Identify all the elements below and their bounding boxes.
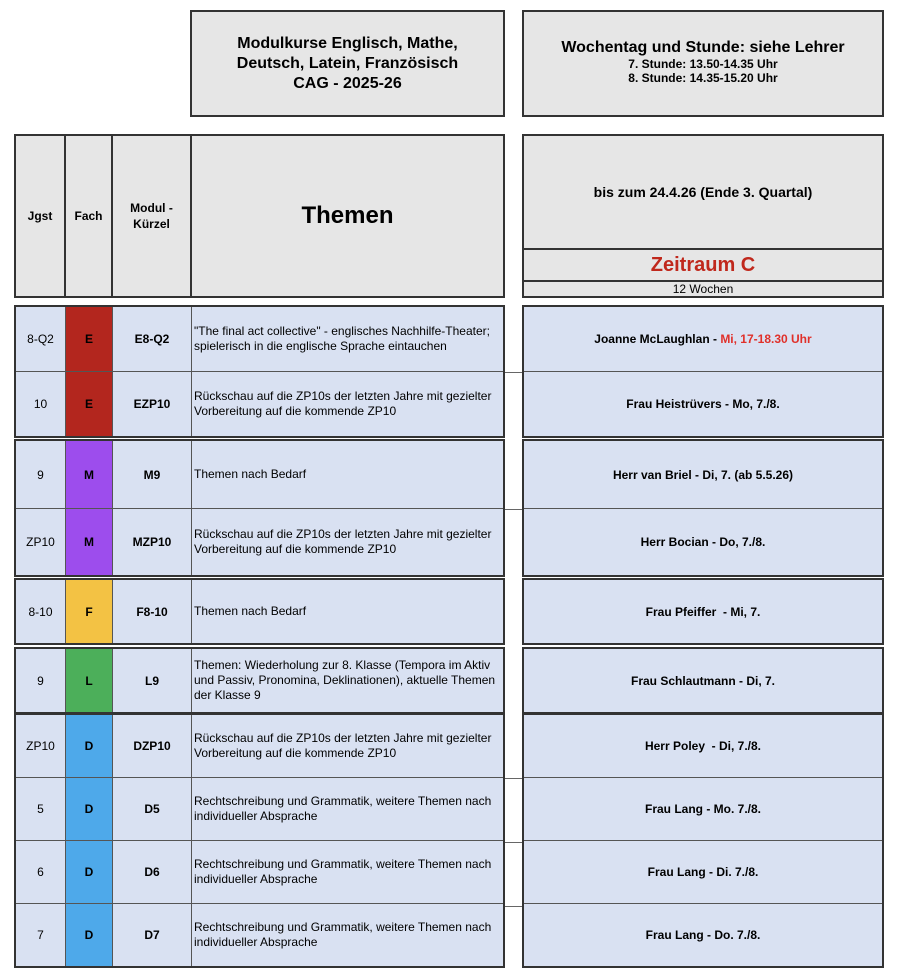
themen-line: und Passiv, Pronomina, Deklinationen), aktuelle Themen	[194, 673, 496, 687]
period-header	[522, 134, 884, 298]
themen-line: spielerisch in die englische Sprache eintauchen	[194, 339, 447, 353]
teacher-name: Frau Lang - Mo. 7./8.	[644, 802, 761, 816]
course-group-right	[522, 439, 884, 577]
cell-jgst: 5	[16, 778, 66, 840]
cell-jgst: ZP10	[16, 715, 66, 777]
themen-text	[194, 324, 490, 354]
cell-fach: F	[66, 580, 113, 643]
themen-text	[194, 527, 491, 557]
course-group-left	[14, 305, 505, 438]
period-duration: 12 Wochen	[672, 282, 734, 296]
header-fach: Fach	[66, 136, 113, 296]
course-group-left	[14, 647, 505, 714]
cell-modul: M9	[113, 441, 192, 508]
teacher-row	[524, 307, 882, 372]
document-title	[190, 10, 505, 117]
row-connector	[505, 842, 522, 843]
themen-text	[194, 604, 306, 619]
cell-modul: DZP10	[113, 715, 192, 777]
cell-themen	[192, 580, 503, 643]
teacher-row	[524, 904, 882, 966]
cell-modul: D5	[113, 778, 192, 840]
teacher-name: Frau Lang - Do. 7./8.	[645, 928, 761, 942]
teacher-name: Herr van Briel - Di, 7. (ab 5.5.26)	[612, 467, 794, 482]
themen-line: Rechtschreibung und Grammatik, weitere Themen nach	[194, 857, 492, 871]
themen-line: individueller Absprache	[194, 935, 318, 949]
table-row	[16, 372, 503, 436]
cell-jgst: 9	[16, 649, 66, 712]
themen-text	[194, 467, 306, 482]
schedule-info	[522, 10, 884, 117]
themen-text	[194, 731, 491, 761]
teacher-name: Frau Heistrüvers - Mo, 7./8.	[626, 397, 780, 411]
table-header	[14, 134, 505, 298]
title-line-2: Deutsch, Latein, Französisch	[236, 54, 459, 72]
table-row	[16, 649, 503, 712]
cell-fach: E	[66, 372, 113, 436]
row-connector	[505, 906, 522, 907]
header-modul-line-2: Kürzel	[133, 217, 170, 231]
cell-themen	[192, 715, 503, 777]
cell-fach: D	[66, 841, 113, 903]
teacher-name: Frau Schlautmann - Di, 7.	[630, 673, 776, 688]
course-group-right	[522, 578, 884, 645]
course-group-left	[14, 713, 505, 968]
header-modul	[113, 136, 192, 296]
cell-modul: MZP10	[113, 509, 192, 575]
header-modul-line-1: Modul -	[130, 201, 173, 215]
themen-line: Rückschau auf die ZP10s der letzten Jahre mit gezielter	[194, 389, 492, 403]
row-connector	[505, 509, 522, 510]
cell-modul: EZP10	[113, 372, 192, 436]
cell-themen	[192, 649, 503, 712]
cell-themen	[192, 509, 503, 575]
cell-modul: L9	[113, 649, 192, 712]
cell-modul: E8-Q2	[113, 307, 192, 371]
teacher-name: Herr Bocian - Do, 7./8.	[640, 535, 766, 549]
themen-text	[194, 920, 491, 950]
table-row	[16, 307, 503, 372]
teacher-time-highlight: Mi, 17-18.30 Uhr	[720, 332, 812, 346]
cell-fach: M	[66, 509, 113, 575]
course-group-right	[522, 647, 884, 714]
themen-line: individueller Absprache	[194, 809, 318, 823]
table-row	[16, 904, 503, 966]
cell-themen	[192, 841, 503, 903]
course-group-right	[522, 305, 884, 438]
teacher-name: Joanne McLaughlan -	[594, 332, 721, 346]
table-row	[16, 715, 503, 778]
teacher-name: Herr Poley - Di, 7./8.	[644, 739, 762, 753]
themen-line: individueller Absprache	[194, 872, 318, 886]
cell-jgst: 8-10	[16, 580, 66, 643]
cell-fach: M	[66, 441, 113, 508]
cell-themen	[192, 307, 503, 371]
cell-jgst: 8-Q2	[16, 307, 66, 371]
title-line-3: CAG - 2025-26	[293, 74, 402, 92]
cell-fach: D	[66, 715, 113, 777]
themen-line: Themen nach Bedarf	[194, 467, 307, 481]
schedule-heading: Wochentag und Stunde: siehe Lehrer	[561, 39, 845, 56]
table-row	[16, 509, 503, 575]
themen-line: Rückschau auf die ZP10s der letzten Jahre mit gezielter	[194, 731, 492, 745]
themen-line: Themen nach Bedarf	[194, 604, 307, 618]
row-connector	[505, 372, 522, 373]
teacher-row	[524, 580, 882, 643]
cell-modul: F8-10	[113, 580, 192, 643]
row-connector	[505, 778, 522, 779]
slot-8-time: 8. Stunde: 14.35-15.20 Uhr	[628, 71, 778, 85]
cell-jgst: 6	[16, 841, 66, 903]
cell-jgst: 10	[16, 372, 66, 436]
cell-fach: D	[66, 904, 113, 966]
themen-line: Themen: Wiederholung zur 8. Klasse (Tempora im Aktiv	[194, 658, 491, 672]
teacher-row	[524, 715, 882, 778]
themen-line: Vorbereitung auf die kommende ZP10	[194, 542, 397, 556]
course-group-left	[14, 578, 505, 645]
themen-text	[194, 389, 491, 419]
table-row	[16, 441, 503, 509]
cell-themen	[192, 778, 503, 840]
slot-7-time: 7. Stunde: 13.50-14.35 Uhr	[628, 57, 778, 71]
themen-line: der Klasse 9	[194, 688, 261, 702]
themen-line: Vorbereitung auf die kommende ZP10	[194, 404, 397, 418]
cell-fach: D	[66, 778, 113, 840]
cell-themen	[192, 441, 503, 508]
themen-line: Rechtschreibung und Grammatik, weitere Themen nach	[194, 794, 492, 808]
cell-fach: L	[66, 649, 113, 712]
themen-text	[194, 857, 491, 887]
teacher-row	[524, 778, 882, 841]
period-name: Zeitraum C	[524, 250, 882, 282]
themen-line: Rückschau auf die ZP10s der letzten Jahre mit gezielter	[194, 527, 492, 541]
cell-jgst: 7	[16, 904, 66, 966]
teacher-name: Frau Pfeiffer - Mi, 7.	[645, 604, 761, 619]
period-until: bis zum 24.4.26 (Ende 3. Quartal)	[524, 136, 882, 250]
title-line-1: Modulkurse Englisch, Mathe,	[237, 34, 458, 52]
cell-jgst: 9	[16, 441, 66, 508]
teacher-row	[524, 509, 882, 575]
teacher-row	[524, 372, 882, 436]
table-row	[16, 841, 503, 904]
cell-jgst: ZP10	[16, 509, 66, 575]
course-group-right	[522, 713, 884, 968]
teacher-row	[524, 649, 882, 712]
themen-line: Rechtschreibung und Grammatik, weitere Themen nach	[194, 920, 492, 934]
cell-modul: D6	[113, 841, 192, 903]
table-row	[16, 580, 503, 643]
cell-themen	[192, 372, 503, 436]
teacher-row	[524, 441, 882, 509]
teacher-name: Frau Lang - Di. 7./8.	[647, 865, 759, 879]
themen-text	[194, 658, 495, 703]
header-jgst: Jgst	[16, 136, 66, 296]
themen-line: "The final act collective" - englisches Nachhilfe-Theater;	[194, 324, 490, 338]
course-group-left	[14, 439, 505, 577]
cell-modul: D7	[113, 904, 192, 966]
header-themen: Themen	[301, 202, 394, 229]
cell-themen	[192, 904, 503, 966]
themen-line: Vorbereitung auf die kommende ZP10	[194, 746, 397, 760]
themen-text	[194, 794, 491, 824]
teacher-row	[524, 841, 882, 904]
table-row	[16, 778, 503, 841]
cell-fach: E	[66, 307, 113, 371]
